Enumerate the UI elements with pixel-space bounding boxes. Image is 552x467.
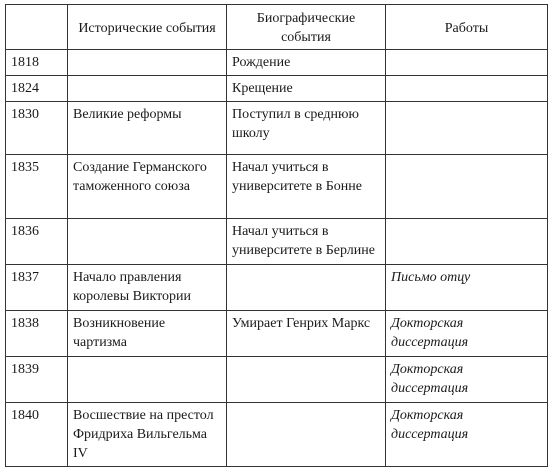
year-cell: 1830: [6, 102, 68, 155]
table-row: [6, 357, 548, 403]
biographical-cell: Поступил в среднюю школу: [227, 102, 386, 155]
year-cell: 1818: [6, 50, 68, 76]
biographical-cell: Крещение: [227, 76, 386, 102]
works-cell: [386, 76, 548, 102]
historical-cell: Начало правления королевы Виктории: [68, 265, 227, 311]
chronology-table: [5, 4, 548, 467]
table-row: [6, 76, 548, 102]
header-year: [6, 5, 68, 50]
works-cell: [386, 155, 548, 219]
works-cell: [386, 50, 548, 76]
biographical-cell: Умирает Генрих Маркс: [227, 311, 386, 357]
biographical-cell: [227, 265, 386, 311]
works-cell: Докторская диссертация: [386, 403, 548, 467]
biographical-cell: [227, 403, 386, 467]
year-cell: 1836: [6, 219, 68, 265]
historical-cell: Великие реформы: [68, 102, 227, 155]
works-cell: [386, 102, 548, 155]
table-row: [6, 102, 548, 155]
table-row: [6, 311, 548, 357]
header-biographical: Биографические события: [227, 5, 386, 50]
historical-cell: [68, 219, 227, 265]
table-row: [6, 155, 548, 219]
historical-cell: [68, 50, 227, 76]
year-cell: 1824: [6, 76, 68, 102]
works-cell: Докторская диссертация: [386, 357, 548, 403]
year-cell: 1838: [6, 311, 68, 357]
table-row: [6, 50, 548, 76]
biographical-cell: [227, 357, 386, 403]
biographical-cell: Рождение: [227, 50, 386, 76]
table-row: [6, 219, 548, 265]
works-cell: Докторская диссертация: [386, 311, 548, 357]
year-cell: 1840: [6, 403, 68, 467]
year-cell: 1835: [6, 155, 68, 219]
works-cell: [386, 219, 548, 265]
table-row: [6, 265, 548, 311]
historical-cell: [68, 357, 227, 403]
table-row: [6, 403, 548, 467]
works-cell: Письмо отцу: [386, 265, 548, 311]
year-cell: 1837: [6, 265, 68, 311]
biographical-cell: Начал учиться в университете в Бонне: [227, 155, 386, 219]
year-cell: 1839: [6, 357, 68, 403]
header-historical: Исторические события: [68, 5, 227, 50]
historical-cell: [68, 76, 227, 102]
header-works: Работы: [386, 5, 548, 50]
historical-cell: Возникновение чартизма: [68, 311, 227, 357]
historical-cell: Создание Германского таможенного союза: [68, 155, 227, 219]
table-header-row: [6, 5, 548, 50]
historical-cell: Восшествие на престол Фридриха Вильгельма IV: [68, 403, 227, 467]
biographical-cell: Начал учиться в университете в Берлине: [227, 219, 386, 265]
